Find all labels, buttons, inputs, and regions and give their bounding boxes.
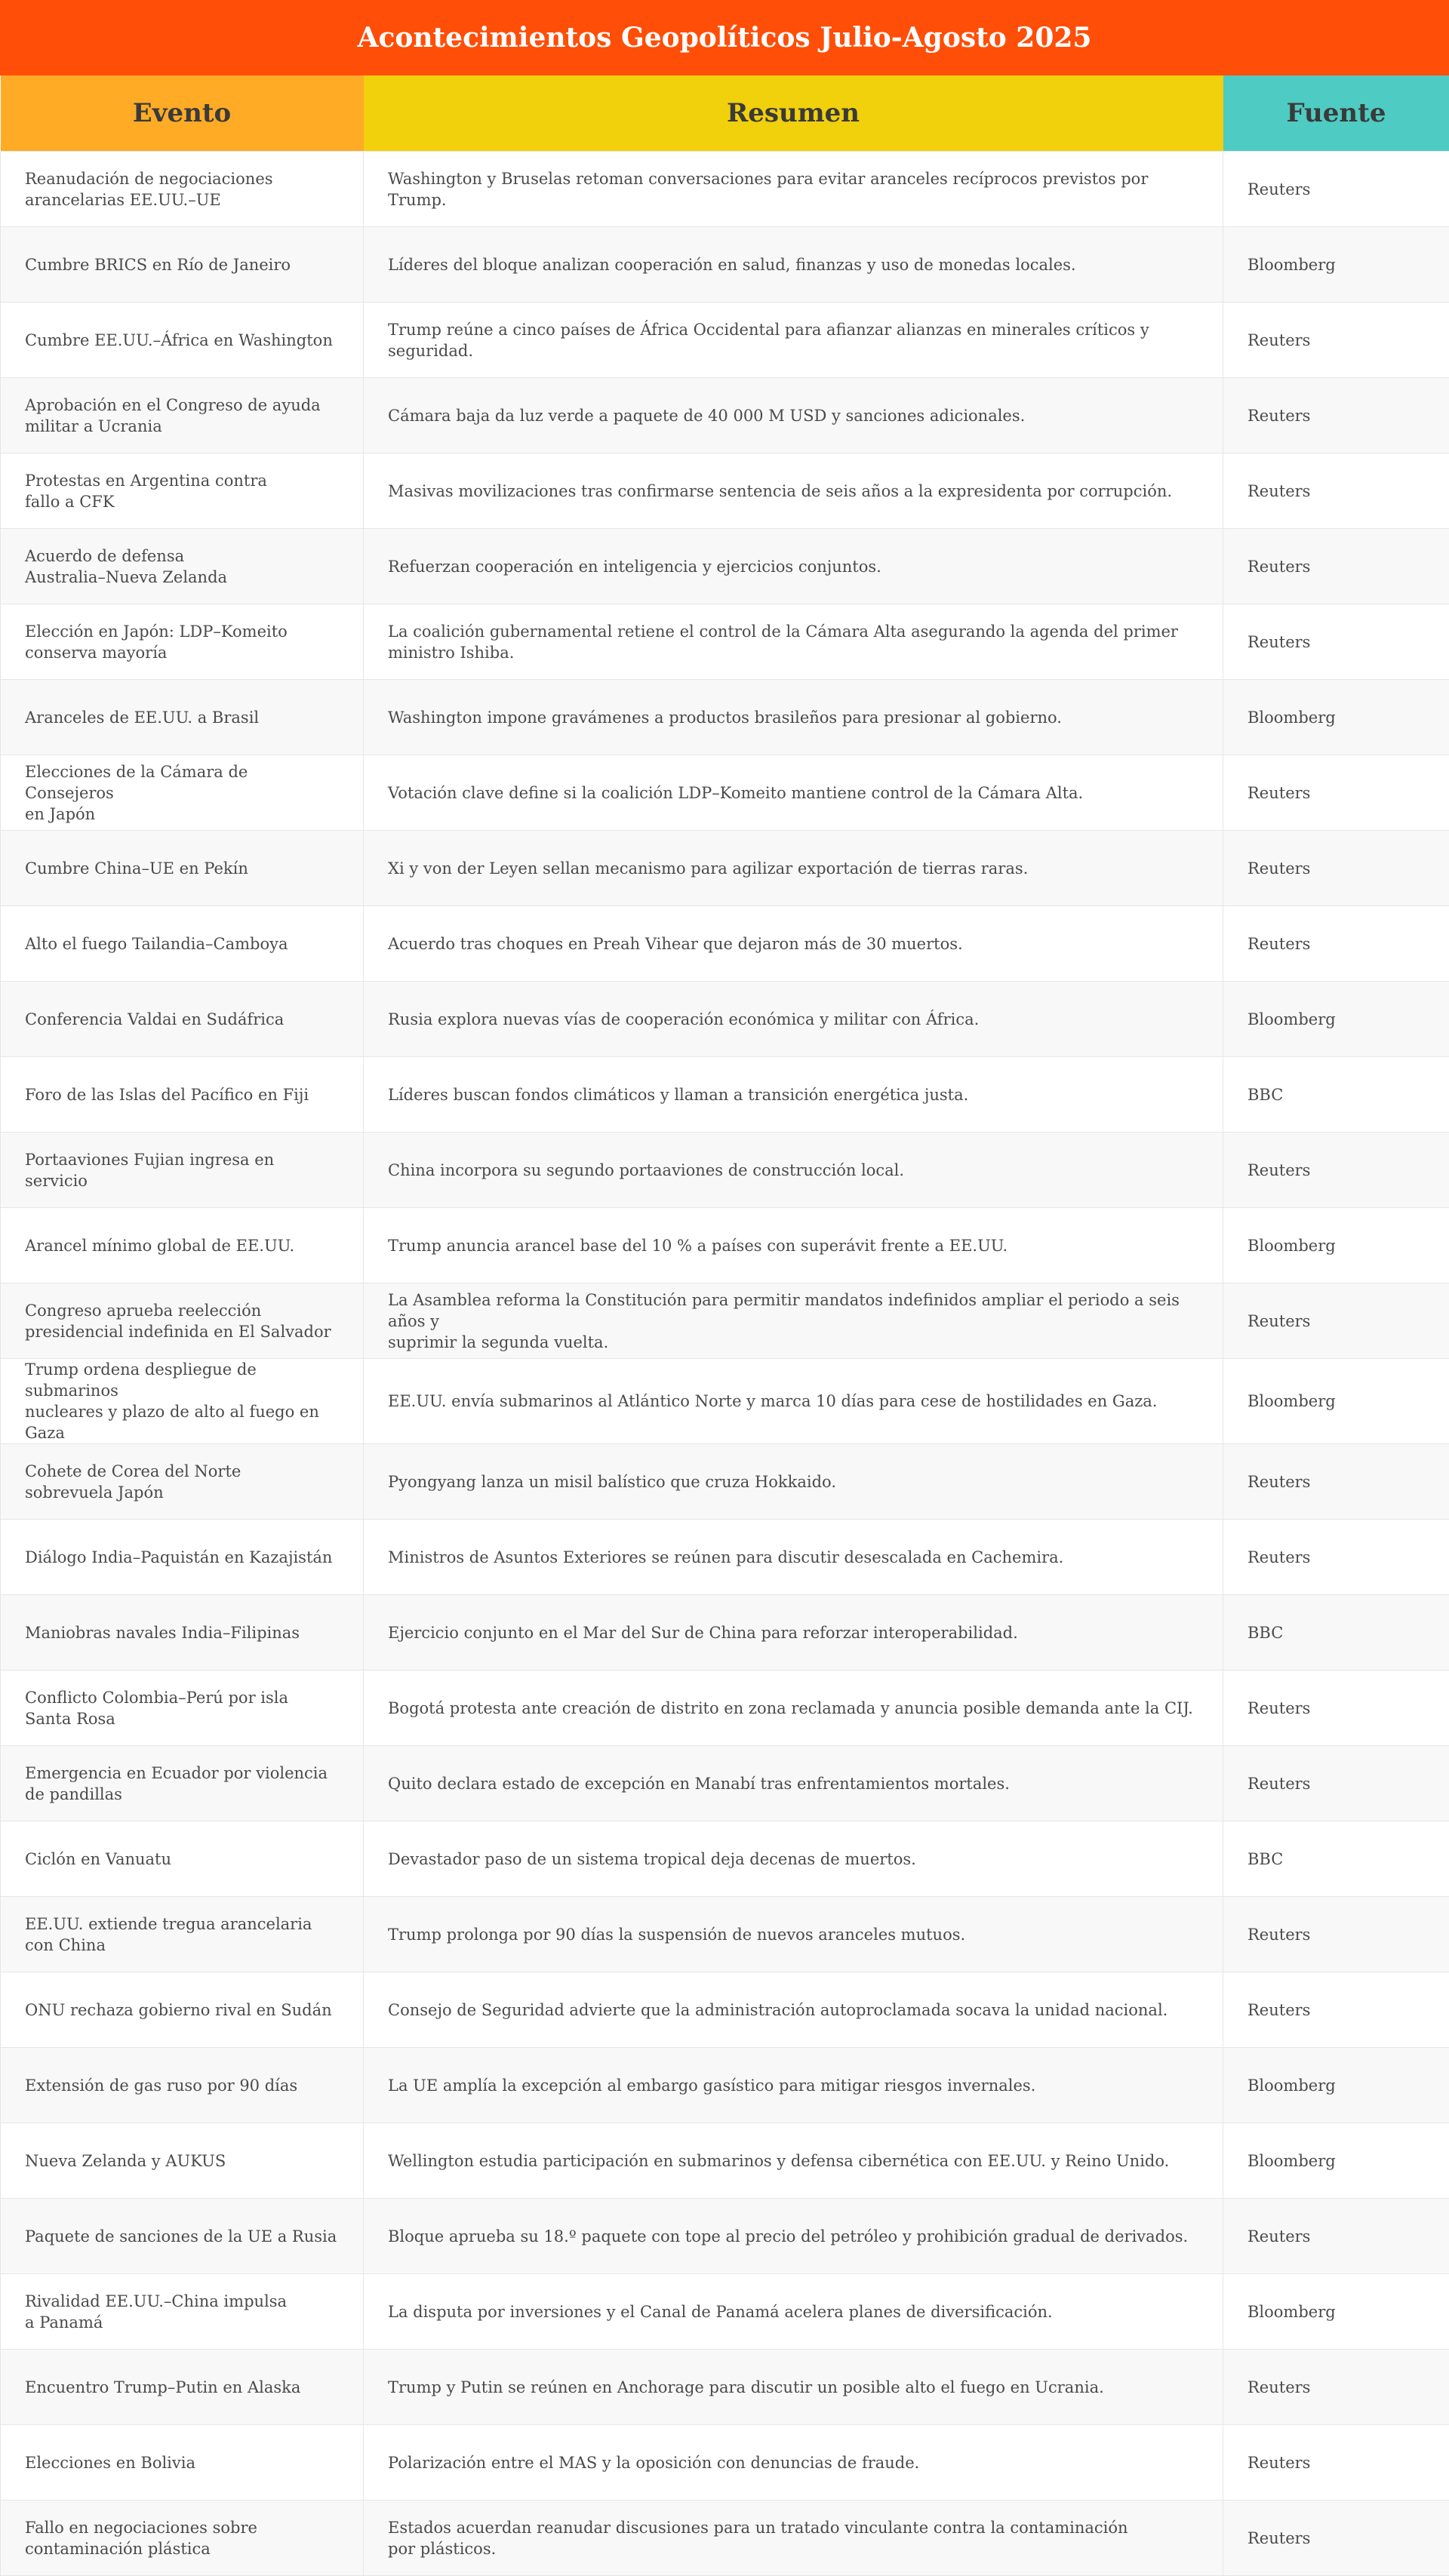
table-row xyxy=(1,604,1449,680)
evento-cell: Extensión de gas ruso por 90 días xyxy=(1,2048,364,2123)
evento-cell: Aranceles de EE.UU. a Brasil xyxy=(1,680,364,755)
table-row xyxy=(1,2350,1449,2425)
resumen-cell: Quito declara estado de excepción en Manabí tras enfrentamientos mortales. xyxy=(364,1746,1223,1821)
header-evento: Evento xyxy=(1,75,364,152)
table-row xyxy=(1,755,1449,831)
evento-cell: Foro de las Islas del Pacífico en Fiji xyxy=(1,1057,364,1133)
fuente-cell: Reuters xyxy=(1223,152,1449,227)
evento-cell: Maniobras navales India–Filipinas xyxy=(1,1595,364,1671)
resumen-cell: Bloque aprueba su 18.º paquete con tope al precio del petróleo y prohibición gradual de derivados. xyxy=(364,2199,1223,2274)
evento-cell: Emergencia en Ecuador por violencia de pandillas xyxy=(1,1746,364,1821)
evento-cell: Cumbre EE.UU.–África en Washington xyxy=(1,303,364,378)
fuente-cell: Reuters xyxy=(1223,2350,1449,2425)
fuente-cell: Bloomberg xyxy=(1223,680,1449,755)
resumen-cell: La Asamblea reforma la Constitución para permitir mandatos indefinidos ampliar el periodo a seis años y suprimir la segunda vuelta. xyxy=(364,1283,1223,1359)
header-resumen: Resumen xyxy=(364,75,1223,152)
evento-cell: Arancel mínimo global de EE.UU. xyxy=(1,1208,364,1283)
evento-cell: Nueva Zelanda y AUKUS xyxy=(1,2123,364,2199)
resumen-cell: Masivas movilizaciones tras confirmarse sentencia de seis años a la expresidenta por corrupción. xyxy=(364,453,1223,529)
table-row xyxy=(1,1057,1449,1133)
fuente-cell: Reuters xyxy=(1223,1746,1449,1821)
fuente-cell: Reuters xyxy=(1223,1444,1449,1520)
resumen-cell: Trump y Putin se reúnen en Anchorage para discutir un posible alto el fuego en Ucrania. xyxy=(364,2350,1223,2425)
table-row xyxy=(1,2123,1449,2199)
table-row xyxy=(1,2274,1449,2350)
table-row xyxy=(1,1746,1449,1821)
table-row xyxy=(1,680,1449,755)
resumen-cell: Rusia explora nuevas vías de cooperación económica y militar con África. xyxy=(364,982,1223,1057)
evento-cell: Elecciones de la Cámara de Consejeros en Japón xyxy=(1,755,364,831)
evento-cell: Encuentro Trump–Putin en Alaska xyxy=(1,2350,364,2425)
evento-cell: Elección en Japón: LDP–Komeito conserva mayoría xyxy=(1,604,364,680)
fuente-cell: Reuters xyxy=(1223,2425,1449,2501)
evento-cell: Fallo en negociaciones sobre contaminación plástica xyxy=(1,2501,364,2576)
evento-cell: Paquete de sanciones de la UE a Rusia xyxy=(1,2199,364,2274)
evento-cell: Cumbre BRICS en Río de Janeiro xyxy=(1,227,364,303)
table-row xyxy=(1,1283,1449,1359)
table-row xyxy=(1,1208,1449,1283)
fuente-cell: Reuters xyxy=(1223,1283,1449,1359)
evento-cell: Cohete de Corea del Norte sobrevuela Japón xyxy=(1,1444,364,1520)
resumen-cell: Cámara baja da luz verde a paquete de 40 000 M USD y sanciones adicionales. xyxy=(364,378,1223,453)
table-row xyxy=(1,1821,1449,1897)
table-row xyxy=(1,1444,1449,1520)
fuente-cell: Reuters xyxy=(1223,1897,1449,1972)
fuente-cell: Bloomberg xyxy=(1223,982,1449,1057)
evento-cell: Ciclón en Vanuatu xyxy=(1,1821,364,1897)
resumen-cell: Ministros de Asuntos Exteriores se reúnen para discutir desescalada en Cachemira. xyxy=(364,1520,1223,1595)
resumen-cell: Estados acuerdan reanudar discusiones para un tratado vinculante contra la contaminación por plásticos. xyxy=(364,2501,1223,2576)
fuente-cell: Reuters xyxy=(1223,453,1449,529)
evento-cell: EE.UU. extiende tregua arancelaria con China xyxy=(1,1897,364,1972)
fuente-cell: Bloomberg xyxy=(1223,1208,1449,1283)
evento-cell: Conflicto Colombia–Perú por isla Santa Rosa xyxy=(1,1671,364,1746)
table-row xyxy=(1,1897,1449,1972)
fuente-cell: Reuters xyxy=(1223,2501,1449,2576)
table-row xyxy=(1,529,1449,604)
resumen-cell: Washington y Bruselas retoman conversaciones para evitar aranceles recíprocos previstos por Trump. xyxy=(364,152,1223,227)
evento-cell: ONU rechaza gobierno rival en Sudán xyxy=(1,1972,364,2048)
page-title: Acontecimientos Geopolíticos Julio-Agosto 2025 xyxy=(0,0,1449,75)
resumen-cell: Votación clave define si la coalición LDP–Komeito mantiene control de la Cámara Alta. xyxy=(364,755,1223,831)
fuente-cell: Reuters xyxy=(1223,831,1449,906)
table-row xyxy=(1,2048,1449,2123)
resumen-cell: Pyongyang lanza un misil balístico que cruza Hokkaido. xyxy=(364,1444,1223,1520)
evento-cell: Acuerdo de defensa Australia–Nueva Zelanda xyxy=(1,529,364,604)
fuente-cell: BBC xyxy=(1223,1595,1449,1671)
fuente-cell: Reuters xyxy=(1223,604,1449,680)
table-row xyxy=(1,152,1449,227)
fuente-cell: Reuters xyxy=(1223,2199,1449,2274)
fuente-cell: Reuters xyxy=(1223,1972,1449,2048)
fuente-cell: Reuters xyxy=(1223,755,1449,831)
fuente-cell: Bloomberg xyxy=(1223,227,1449,303)
fuente-cell: Bloomberg xyxy=(1223,2123,1449,2199)
table-row xyxy=(1,831,1449,906)
header-fuente: Fuente xyxy=(1223,75,1449,152)
fuente-cell: Bloomberg xyxy=(1223,2274,1449,2350)
resumen-cell: Consejo de Seguridad advierte que la administración autoproclamada socava la unidad nacional. xyxy=(364,1972,1223,2048)
evento-cell: Cumbre China–UE en Pekín xyxy=(1,831,364,906)
resumen-cell: Wellington estudia participación en submarinos y defensa cibernética con EE.UU. y Reino Unido. xyxy=(364,2123,1223,2199)
resumen-cell: Acuerdo tras choques en Preah Vihear que dejaron más de 30 muertos. xyxy=(364,906,1223,982)
evento-cell: Rivalidad EE.UU.–China impulsa a Panamá xyxy=(1,2274,364,2350)
evento-cell: Congreso aprueba reelección presidencial indefinida en El Salvador xyxy=(1,1283,364,1359)
resumen-cell: Bogotá protesta ante creación de distrito en zona reclamada y anuncia posible demanda ante la CIJ. xyxy=(364,1671,1223,1746)
resumen-cell: EE.UU. envía submarinos al Atlántico Norte y marca 10 días para cese de hostilidades en Gaza. xyxy=(364,1359,1223,1444)
table-row xyxy=(1,227,1449,303)
fuente-cell: BBC xyxy=(1223,1057,1449,1133)
resumen-cell: Devastador paso de un sistema tropical deja decenas de muertos. xyxy=(364,1821,1223,1897)
resumen-cell: China incorpora su segundo portaaviones de construcción local. xyxy=(364,1133,1223,1208)
resumen-cell: Xi y von der Leyen sellan mecanismo para agilizar exportación de tierras raras. xyxy=(364,831,1223,906)
table-row xyxy=(1,1359,1449,1444)
evento-cell: Diálogo India–Paquistán en Kazajistán xyxy=(1,1520,364,1595)
table-row xyxy=(1,906,1449,982)
fuente-cell: Reuters xyxy=(1223,1133,1449,1208)
evento-cell: Alto el fuego Tailandia–Camboya xyxy=(1,906,364,982)
evento-cell: Elecciones en Bolivia xyxy=(1,2425,364,2501)
table-row xyxy=(1,2501,1449,2576)
fuente-cell: Reuters xyxy=(1223,906,1449,982)
fuente-cell: Reuters xyxy=(1223,378,1449,453)
resumen-cell: Trump anuncia arancel base del 10 % a países con superávit frente a EE.UU. xyxy=(364,1208,1223,1283)
events-table xyxy=(0,75,1449,2576)
resumen-cell: Washington impone gravámenes a productos brasileños para presionar al gobierno. xyxy=(364,680,1223,755)
table-row xyxy=(1,378,1449,453)
resumen-cell: Polarización entre el MAS y la oposición con denuncias de fraude. xyxy=(364,2425,1223,2501)
table-row xyxy=(1,303,1449,378)
resumen-cell: La UE amplía la excepción al embargo gasístico para mitigar riesgos invernales. xyxy=(364,2048,1223,2123)
resumen-cell: Trump prolonga por 90 días la suspensión de nuevos aranceles mutuos. xyxy=(364,1897,1223,1972)
table-row xyxy=(1,1595,1449,1671)
table-row xyxy=(1,982,1449,1057)
table-row xyxy=(1,453,1449,529)
evento-cell: Reanudación de negociaciones arancelarias EE.UU.–UE xyxy=(1,152,364,227)
evento-cell: Aprobación en el Congreso de ayuda militar a Ucrania xyxy=(1,378,364,453)
fuente-cell: Reuters xyxy=(1223,529,1449,604)
table-row xyxy=(1,1972,1449,2048)
table-row xyxy=(1,1133,1449,1208)
resumen-cell: Líderes buscan fondos climáticos y llaman a transición energética justa. xyxy=(364,1057,1223,1133)
resumen-cell: Refuerzan cooperación en inteligencia y ejercicios conjuntos. xyxy=(364,529,1223,604)
resumen-cell: Ejercicio conjunto en el Mar del Sur de China para reforzar interoperabilidad. xyxy=(364,1595,1223,1671)
table-row xyxy=(1,1671,1449,1746)
resumen-cell: La disputa por inversiones y el Canal de Panamá acelera planes de diversificación. xyxy=(364,2274,1223,2350)
table-row xyxy=(1,2425,1449,2501)
fuente-cell: Reuters xyxy=(1223,1671,1449,1746)
fuente-cell: Reuters xyxy=(1223,303,1449,378)
fuente-cell: Bloomberg xyxy=(1223,2048,1449,2123)
table-header xyxy=(1,75,1449,152)
resumen-cell: La coalición gubernamental retiene el control de la Cámara Alta asegurando la agenda del primer ministro Ishiba. xyxy=(364,604,1223,680)
table-body xyxy=(1,152,1449,2576)
evento-cell: Portaaviones Fujian ingresa en servicio xyxy=(1,1133,364,1208)
table-row xyxy=(1,1520,1449,1595)
evento-cell: Trump ordena despliegue de submarinos nucleares y plazo de alto al fuego en Gaza xyxy=(1,1359,364,1444)
fuente-cell: BBC xyxy=(1223,1821,1449,1897)
resumen-cell: Trump reúne a cinco países de África Occidental para afianzar alianzas en minerales críticos y seguridad. xyxy=(364,303,1223,378)
fuente-cell: Reuters xyxy=(1223,1520,1449,1595)
table-row xyxy=(1,2199,1449,2274)
fuente-cell: Bloomberg xyxy=(1223,1359,1449,1444)
evento-cell: Protestas en Argentina contra fallo a CFK xyxy=(1,453,364,529)
evento-cell: Conferencia Valdai en Sudáfrica xyxy=(1,982,364,1057)
resumen-cell: Líderes del bloque analizan cooperación en salud, finanzas y uso de monedas locales. xyxy=(364,227,1223,303)
